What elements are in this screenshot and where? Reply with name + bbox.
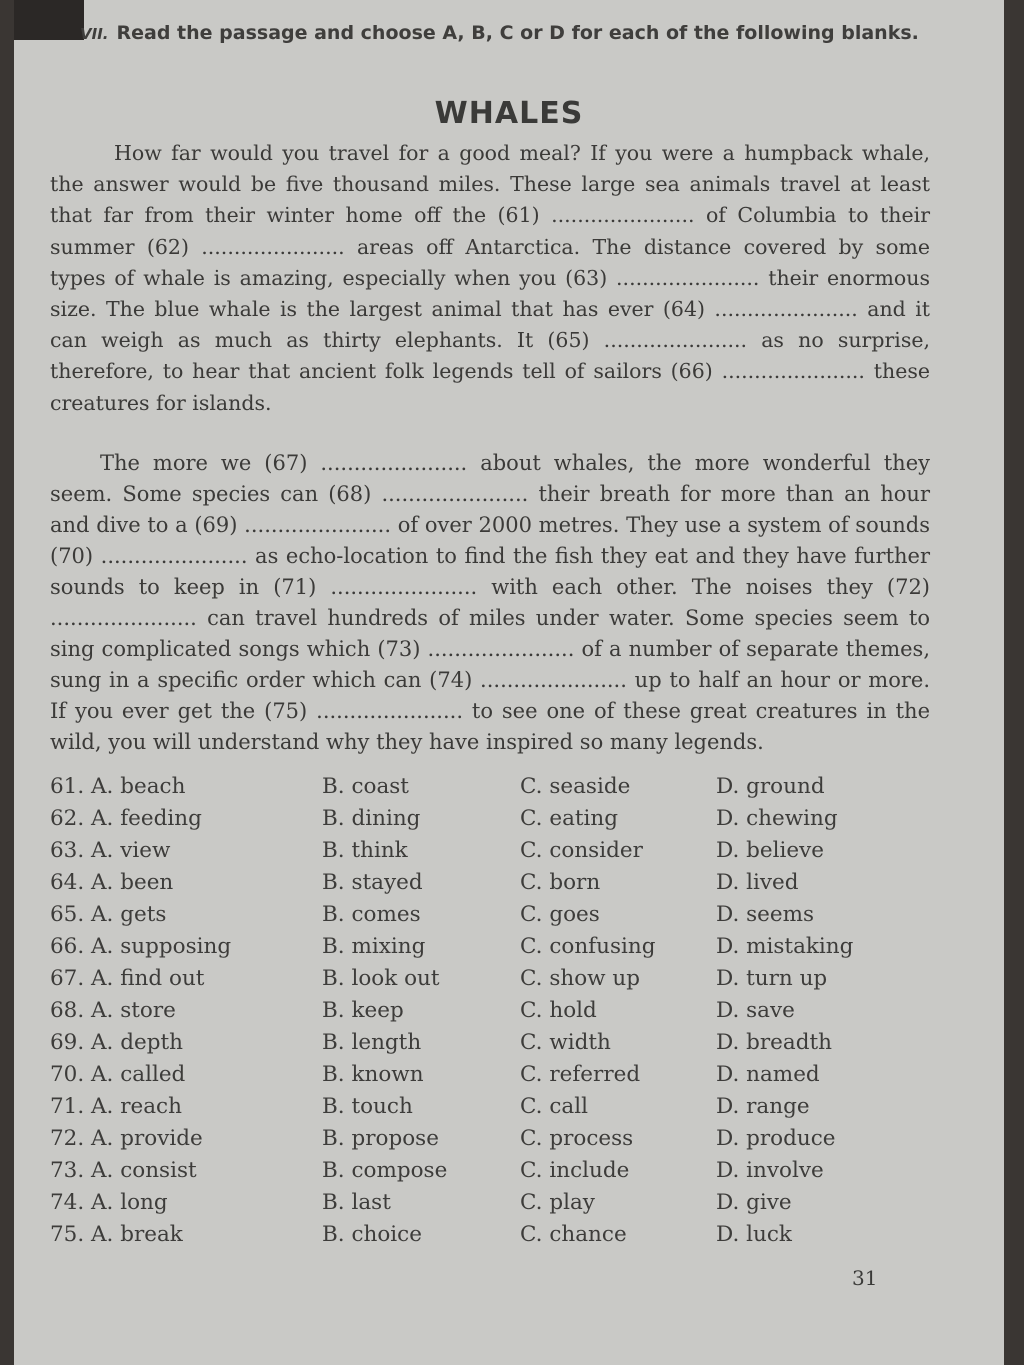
exercise-number: VII. [80, 25, 109, 43]
option-d[interactable]: D. ground [716, 773, 825, 799]
option-a[interactable]: 71. A. reach [50, 1093, 182, 1119]
question-row [50, 1218, 870, 1250]
option-b[interactable]: B. mixing [322, 933, 426, 959]
answer-options [50, 770, 870, 1250]
option-d[interactable]: D. mistaking [716, 933, 854, 959]
option-b[interactable]: B. choice [322, 1221, 422, 1247]
option-d[interactable]: D. believe [716, 837, 824, 863]
instruction-text: Read the passage and choose A, B, C or D for each of the following blanks. [116, 22, 919, 44]
option-b[interactable]: B. last [322, 1189, 391, 1215]
option-a[interactable]: 68. A. store [50, 997, 176, 1023]
option-a[interactable]: 75. A. break [50, 1221, 183, 1247]
option-b[interactable]: B. keep [322, 997, 404, 1023]
option-d[interactable]: D. chewing [716, 805, 838, 831]
option-c[interactable]: C. process [520, 1125, 634, 1151]
option-d[interactable]: D. produce [716, 1125, 836, 1151]
option-d[interactable]: D. named [716, 1061, 820, 1087]
option-a[interactable]: 69. A. depth [50, 1029, 183, 1055]
option-c[interactable]: C. born [520, 869, 601, 895]
option-c[interactable]: C. show up [520, 965, 641, 991]
option-c[interactable]: C. width [520, 1029, 611, 1055]
question-row [50, 1026, 870, 1058]
page-number: 31 [852, 1266, 878, 1290]
option-c[interactable]: C. referred [520, 1061, 641, 1087]
option-b[interactable]: B. propose [322, 1125, 439, 1151]
question-row [50, 770, 870, 802]
option-d[interactable]: D. range [716, 1093, 810, 1119]
question-row [50, 898, 870, 930]
option-d[interactable]: D. seems [716, 901, 815, 927]
question-row [50, 962, 870, 994]
option-d[interactable]: D. breadth [716, 1029, 832, 1055]
option-c[interactable]: C. hold [520, 997, 597, 1023]
question-row [50, 994, 870, 1026]
option-d[interactable]: D. lived [716, 869, 799, 895]
option-c[interactable]: C. call [520, 1093, 588, 1119]
question-row [50, 1058, 870, 1090]
option-a[interactable]: 63. A. view [50, 837, 171, 863]
option-a[interactable]: 74. A. long [50, 1189, 168, 1215]
option-a[interactable]: 66. A. supposing [50, 933, 232, 959]
option-c[interactable]: C. include [520, 1157, 630, 1183]
passage-title: WHALES [434, 96, 584, 131]
option-a[interactable]: 67. A. find out [50, 965, 205, 991]
option-c[interactable]: C. seaside [520, 773, 631, 799]
option-b[interactable]: B. touch [322, 1093, 413, 1119]
option-a[interactable]: 70. A. called [50, 1061, 186, 1087]
option-c[interactable]: C. chance [520, 1221, 627, 1247]
question-row [50, 802, 870, 834]
option-b[interactable]: B. compose [322, 1157, 448, 1183]
question-row [50, 866, 870, 898]
option-c[interactable]: C. play [520, 1189, 595, 1215]
option-a[interactable]: 62. A. feeding [50, 805, 202, 831]
question-row [50, 930, 870, 962]
question-row [50, 1154, 870, 1186]
option-b[interactable]: B. coast [322, 773, 409, 799]
option-b[interactable]: B. comes [322, 901, 421, 927]
question-row [50, 1090, 870, 1122]
question-row [50, 1122, 870, 1154]
passage-paragraph-2: The more we (67) ...................... about whales, the more wonderful they seem. Some species can (68) ...................... their breath for more than an hour and dive to a (69) ...................... of over 2000 metres. They use a system of sounds (70) ...................... as echo-location to find the fish they eat and they have further sounds to keep in (71) ...................... with each other. The noises they (72) ...................... can travel hundreds of miles under water. Some species seem to sing complicated songs which (73) ...................... of a number of separate themes, sung in a specific order which can (74) ...................... up to half an hour or more. If you ever get the (75) ...................... to see one of these great creatures in the wild, you will understand why they have inspired so many legends. [50, 451, 930, 754]
option-b[interactable]: B. think [322, 837, 408, 863]
option-b[interactable]: B. stayed [322, 869, 423, 895]
option-a[interactable]: 72. A. provide [50, 1125, 203, 1151]
exercise-instruction [80, 20, 960, 47]
option-b[interactable]: B. length [322, 1029, 422, 1055]
worksheet-page [14, 0, 1004, 1365]
option-a[interactable]: 73. A. consist [50, 1157, 197, 1183]
option-a[interactable]: 61. A. beach [50, 773, 186, 799]
option-c[interactable]: C. consider [520, 837, 643, 863]
option-a[interactable]: 64. A. been [50, 869, 174, 895]
option-d[interactable]: D. turn up [716, 965, 828, 991]
option-b[interactable]: B. look out [322, 965, 440, 991]
question-row [50, 834, 870, 866]
page-shadow [14, 0, 84, 40]
option-b[interactable]: B. dining [322, 805, 421, 831]
option-d[interactable]: D. give [716, 1189, 792, 1215]
option-a[interactable]: 65. A. gets [50, 901, 167, 927]
option-b[interactable]: B. known [322, 1061, 424, 1087]
option-c[interactable]: C. goes [520, 901, 600, 927]
option-d[interactable]: D. luck [716, 1221, 792, 1247]
option-d[interactable]: D. involve [716, 1157, 824, 1183]
option-c[interactable]: C. confusing [520, 933, 656, 959]
option-d[interactable]: D. save [716, 997, 795, 1023]
option-c[interactable]: C. eating [520, 805, 619, 831]
passage-paragraph-1: How far would you travel for a good meal? If you were a humpback whale, the answer would be five thousand miles. These large sea animals travel at least that far from their winter home off the (61) ...................... of Columbia to their summer (62) ...................... areas off Antarctica. The distance covered by some types of whale is amazing, especially when you (63) ...................... their enormous size. The blue whale is the largest animal that has ever (64) ...................... and it can weigh as much as thirty elephants. It (65) ...................... as no surprise, therefore, to hear that ancient folk legends tell of sailors (66) ...................... these creatures for islands. [50, 141, 930, 415]
question-row [50, 1186, 870, 1218]
